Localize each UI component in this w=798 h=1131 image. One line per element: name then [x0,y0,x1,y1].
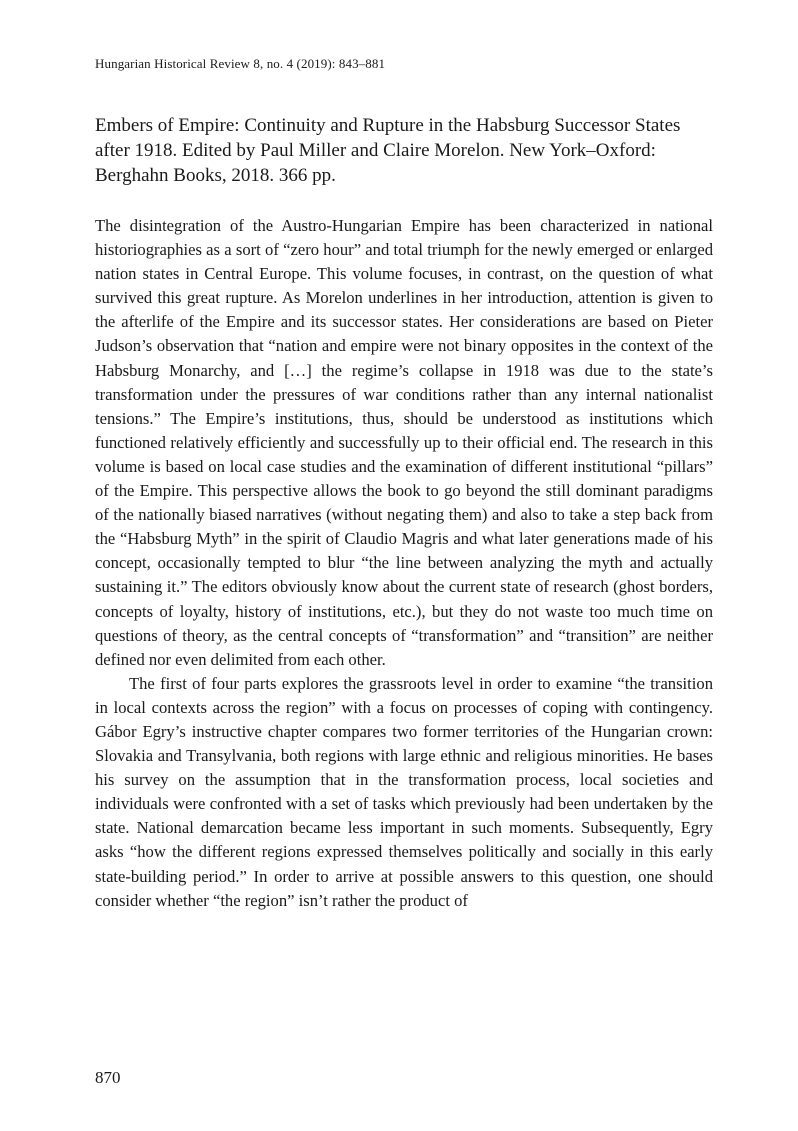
journal-page [95,0,713,1131]
review-title: Embers of Empire: Continuity and Rupture in the Habsburg Successor States after 1918. Edited by Paul Miller and Claire Morelon. New York–Oxford: Berghahn Books, 2018. 366 pp. [95,115,681,186]
review-body [95,214,713,913]
running-head: Hungarian Historical Review 8, no. 4 (2019): 843–881 [95,56,386,71]
body-paragraph: The first of four parts explores the grassroots level in order to examine “the transition in local contexts across the region” with a focus on processes of coping with contingency. Gábor Egry’s instructive chapter compares two former territories of the Hungarian crown: Slovakia and Transylvania, both regions with large ethnic and religious minorities. He bases his survey on the assumption that in the transformation process, local societies and individuals were confronted with a set of tasks which previously had been undertaken by the state. National demarcation became less important in such moments. Subsequently, Egry asks “how the different regions expressed themselves politically and socially in this early state-building period.” In order to arrive at possible answers to this question, one should consider whether “the region” isn’t rather the product of [95,673,713,910]
page-number: 870 [95,1068,121,1087]
body-paragraph: The disintegration of the Austro-Hungarian Empire has been characterized in national historiographies as a sort of “zero hour” and total triumph for the newly emerged or enlarged nation states in Central Europe. This volume focuses, in contrast, on the question of what survived this great rupture. As Morelon underlines in her introduction, attention is given to the afterlife of the Empire and its successor states. Her considerations are based on Pieter Judson’s observation that “nation and empire were not binary opposites in the context of the Habsburg Monarchy, and […] the regime’s collapse in 1918 was due to the state’s transformation under the pressures of war conditions rather than any internal nationalist tensions.” The Empire’s institutions, thus, should be understood as institutions which functioned relatively efficiently and successfully up to their official end. The research in this volume is based on local case studies and the examination of different institutional “pillars” of the Empire. This perspective allows the book to go beyond the still dominant paradigms of the nationally biased narratives (without negating them) and also to take a step back from the “Habsburg Myth” in the spirit of Claudio Magris and what later generations made of his concept, occasionally tempted to blur “the line between analyzing the myth and actually sustaining it.” The editors obviously know about the current state of research (ghost borders, concepts of loyalty, history of institutions, etc.), but they do not waste too much time on questions of theory, as the central concepts of “transformation” and “transition” are neither defined nor even delimited from each other. [95,216,713,669]
